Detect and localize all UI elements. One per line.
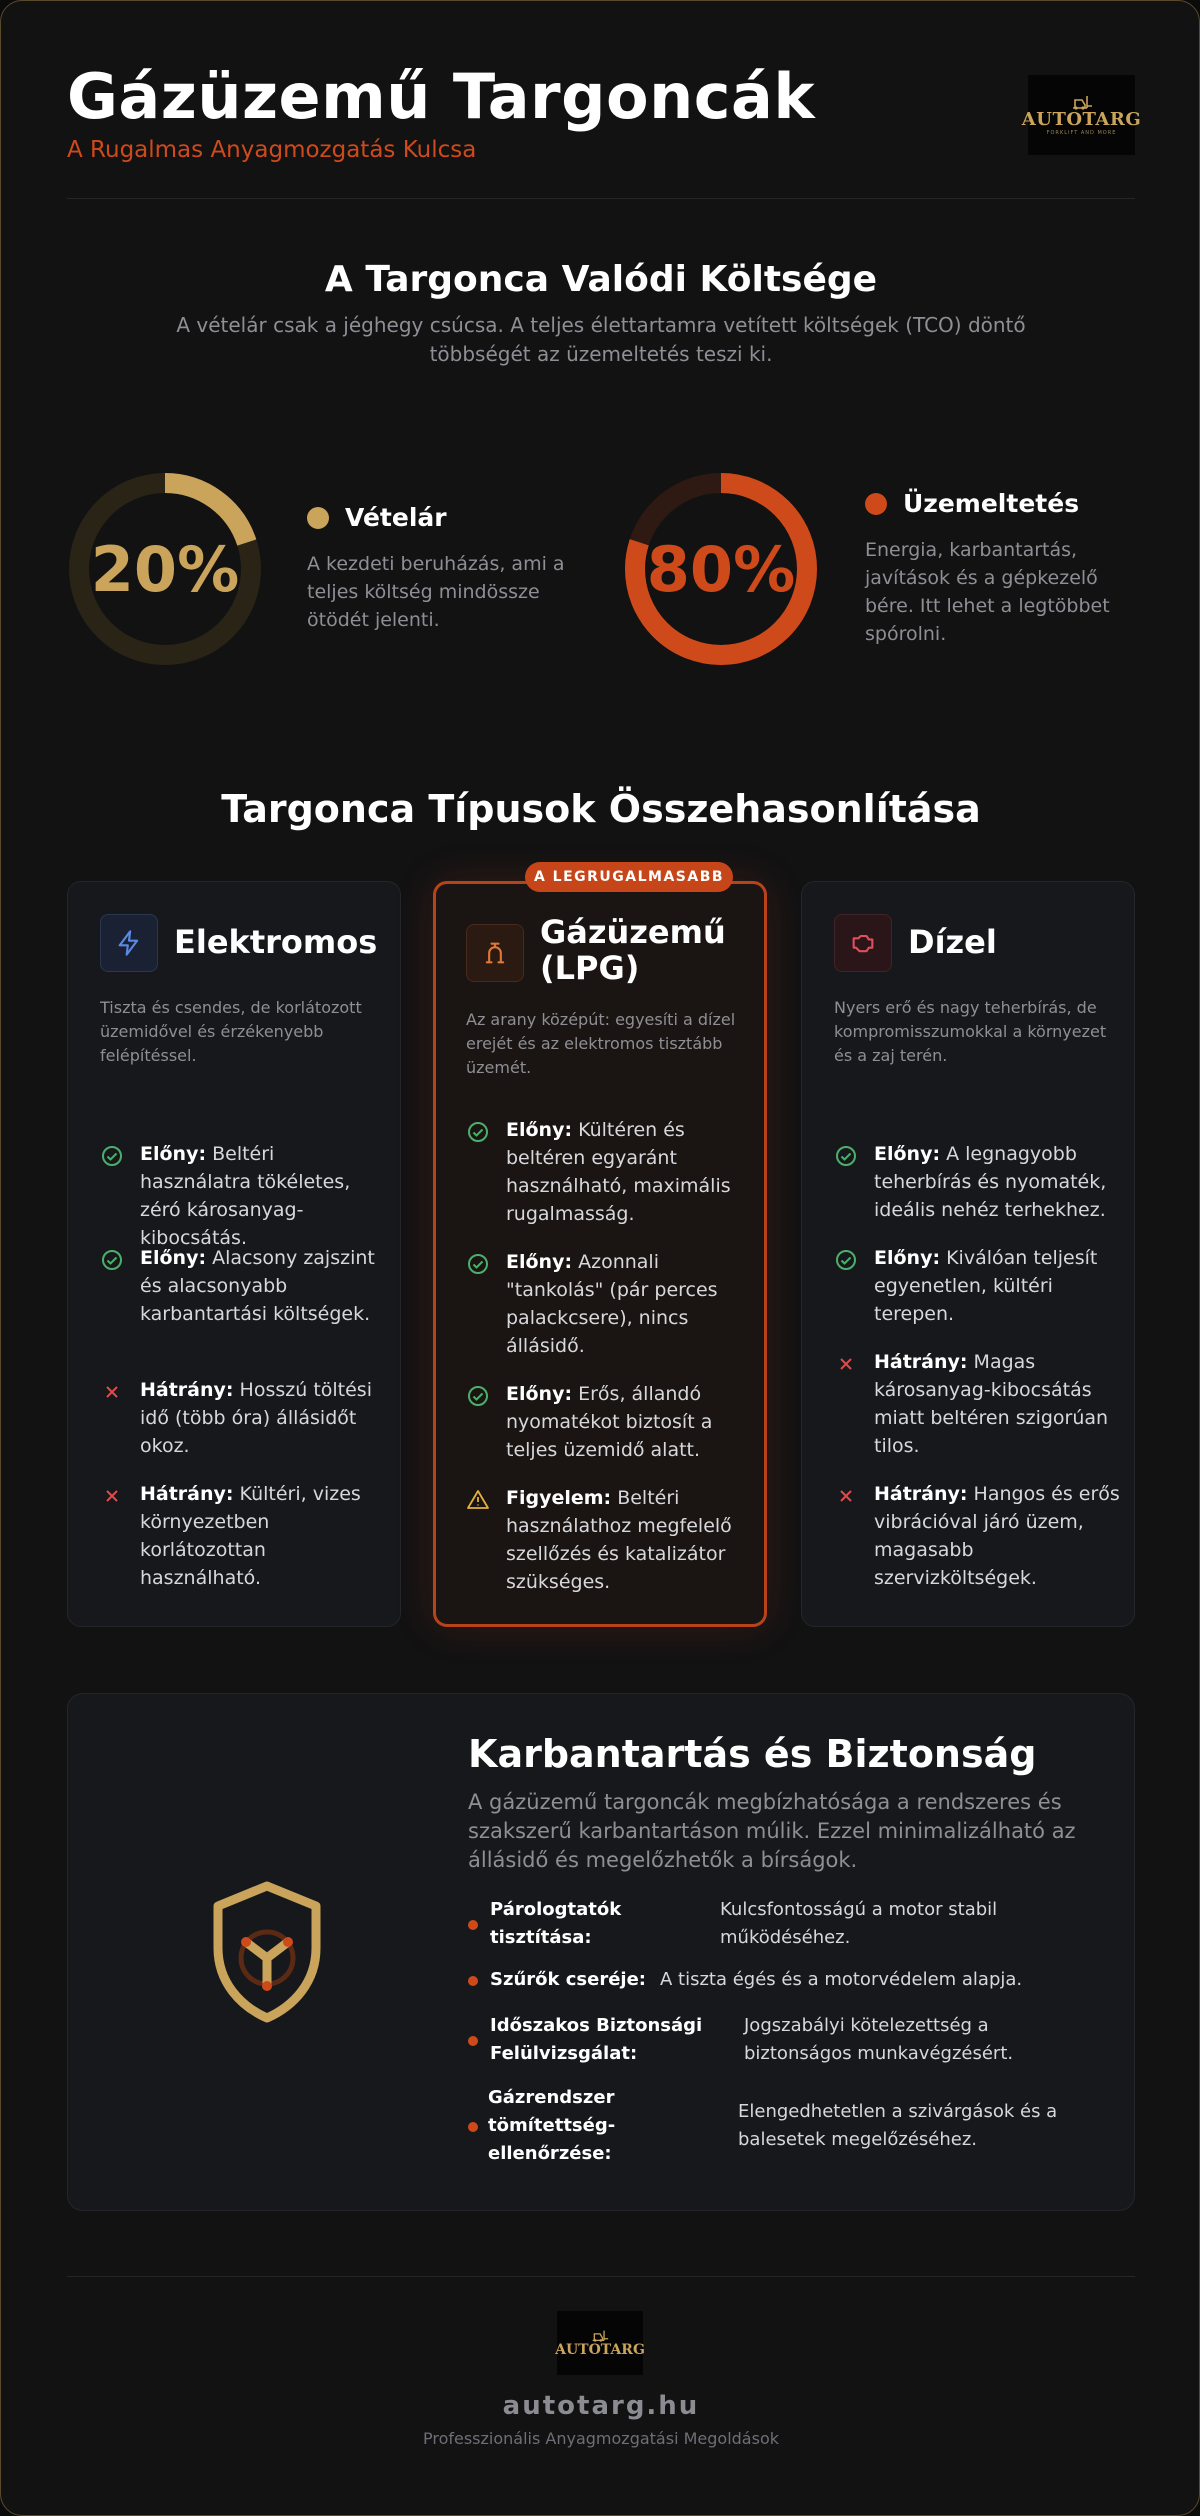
- purchase-title: Vételár: [345, 503, 447, 532]
- bullet: [468, 1976, 478, 1986]
- cost-description: A vételár csak a jéghegy csúcsa. A teljes élettartamra vetített költségek (TCO) döntő többségét az üzemeltetés teszi ki.: [176, 313, 1026, 366]
- maintenance-item: Szűrők cseréje: A tiszta égés és a motorvédelem alapja.: [468, 1966, 1108, 1994]
- card-item-warning: Figyelem: Beltéri használathoz megfelelő szellőzés és katalizátor szükséges.: [466, 1484, 756, 1596]
- header: [67, 59, 1142, 199]
- gas-bottle-icon: [466, 924, 524, 982]
- check-circle-icon: [834, 1144, 858, 1168]
- operation-title: Üzemeltetés: [903, 489, 1080, 518]
- lightning-icon: [100, 914, 158, 972]
- card-item-con: Hátrány: Hosszú töltési idő (több óra) állásidőt okoz.: [100, 1376, 390, 1460]
- check-circle-icon: [100, 1144, 124, 1168]
- check-circle-icon: [834, 1248, 858, 1272]
- forklift-icon: [1071, 94, 1093, 110]
- operation-description: Energia, karbantartás, javítások és a gépkezelő bére. Itt lehet a legtöbbet spórolni.: [865, 539, 1110, 645]
- footer-site-link[interactable]: autotarg.hu: [502, 2391, 700, 2421]
- comparison-title: Targonca Típusok Összehasonlítása: [221, 787, 981, 831]
- footer-logo-text: AUTOTARG: [555, 2341, 645, 2358]
- maintenance-item: Időszakos Biztonsági Felülvizsgálat: Jogszabályi kötelezettség a biztonságos munkavégzésért.: [468, 2012, 1108, 2068]
- card-item-con: Hátrány: Hangos és erős vibrációval járó üzem, magasabb szervizköltségek.: [834, 1480, 1124, 1592]
- card-item-pro: Előny: Alacsony zajszint és alacsonyabb karbantartási költségek.: [100, 1244, 390, 1328]
- purchase-legend: [307, 503, 567, 634]
- page-title: Gázüzemű Targoncák: [67, 60, 816, 133]
- card-electric: [67, 881, 401, 1627]
- purchase-description: A kezdeti beruházás, ami a teljes költség mindössze ötödét jelenti.: [307, 553, 565, 631]
- footer-logo[interactable]: [557, 2311, 643, 2375]
- card-title: Dízel: [908, 923, 997, 961]
- maintenance-description: A gázüzemű targoncák megbízhatósága a rendszeres és szakszerű karbantartáson múlik. Ezzel minimalizálható az állásidő és megelőzhetők a bírságok.: [468, 1790, 1076, 1872]
- card-item-pro: Előny: Kültéren és beltéren egyaránt használható, maximális rugalmasság.: [466, 1116, 756, 1228]
- card-description: Tiszta és csendes, de korlátozott üzemidővel és érzékenyebb felépítéssel.: [100, 998, 362, 1065]
- purchase-donut: [67, 471, 263, 667]
- page-subtitle: A Rugalmas Anyagmozgatás Kulcsa: [67, 137, 477, 163]
- check-circle-icon: [466, 1120, 490, 1144]
- check-circle-icon: [466, 1384, 490, 1408]
- check-circle-icon: [466, 1252, 490, 1276]
- operation-legend: [865, 489, 1125, 648]
- card-item-pro: Előny: Erős, állandó nyomatékot biztosít a teljes üzemidő alatt.: [466, 1380, 756, 1464]
- cost-title: A Targonca Valódi Költsége: [324, 259, 878, 300]
- x-icon: [834, 1352, 858, 1376]
- warning-icon: [466, 1488, 490, 1512]
- card-item-pro: Előny: Beltéri használatra tökéletes, zéró károsanyag-kibocsátás.: [100, 1140, 390, 1252]
- forklift-icon: [591, 2329, 609, 2342]
- operation-dot: [865, 493, 887, 515]
- card-item-pro: Előny: Kiválóan teljesít egyenetlen, kültéri terepen.: [834, 1244, 1124, 1328]
- logo-tagline: FORKLIFT AND MORE: [1046, 130, 1117, 136]
- footer-divider: [67, 2276, 1135, 2277]
- maintenance-item: Gázrendszer tömítettség-ellenőrzése: Elengedhetetlen a szivárgások és a balesetek megelőzéséhez.: [468, 2084, 1108, 2168]
- bullet: [468, 2036, 478, 2046]
- purchase-percent: 20%: [90, 532, 240, 606]
- logo-text: AUTOTARG: [1021, 109, 1142, 130]
- operation-donut: [623, 471, 819, 667]
- maintenance-title: Karbantartás és Biztonság: [468, 1732, 1037, 1776]
- card-item-pro: Előny: Azonnali "tankolás" (pár perces palackcsere), nincs állásidő.: [466, 1248, 756, 1360]
- x-icon: [100, 1380, 124, 1404]
- x-icon: [834, 1484, 858, 1508]
- card-item-con: Hátrány: Magas károsanyag-kibocsátás miatt beltéren szigorúan tilos.: [834, 1348, 1124, 1460]
- highlight-badge: A LEGRUGALMASABB: [525, 862, 733, 892]
- card-item-pro: Előny: A legnagyobb teherbírás és nyomaték, ideális nehéz terhekhez.: [834, 1140, 1124, 1224]
- shield-icon: [204, 1878, 330, 2028]
- card-description: Az arany középút: egyesíti a dízel erejét és az elektromos tisztább üzemét.: [466, 1010, 736, 1077]
- card-description: Nyers erő és nagy teherbírás, de kompromisszumokkal a környezet és a zaj terén.: [834, 998, 1107, 1065]
- card-title: Elektromos: [174, 923, 378, 961]
- maintenance-panel: [67, 1693, 1135, 2211]
- bullet: [468, 1920, 478, 1930]
- bullet: [468, 2122, 478, 2132]
- brand-logo[interactable]: [1021, 75, 1142, 155]
- footer-tagline: Professzionális Anyagmozgatási Megoldások: [422, 2429, 779, 2448]
- x-icon: [100, 1484, 124, 1508]
- card-lpg: [433, 881, 767, 1627]
- purchase-dot: [307, 507, 329, 529]
- check-circle-icon: [100, 1248, 124, 1272]
- engine-icon: [834, 914, 892, 972]
- operation-percent: 80%: [646, 532, 796, 606]
- card-title: Gázüzemű (LPG): [540, 913, 726, 987]
- maintenance-item: Párologtatók tisztítása: Kulcsfontosságú a motor stabil működéséhez.: [468, 1896, 1108, 1952]
- card-diesel: [801, 881, 1135, 1627]
- card-item-con: Hátrány: Kültéri, vizes környezetben korlátozottan használható.: [100, 1480, 390, 1592]
